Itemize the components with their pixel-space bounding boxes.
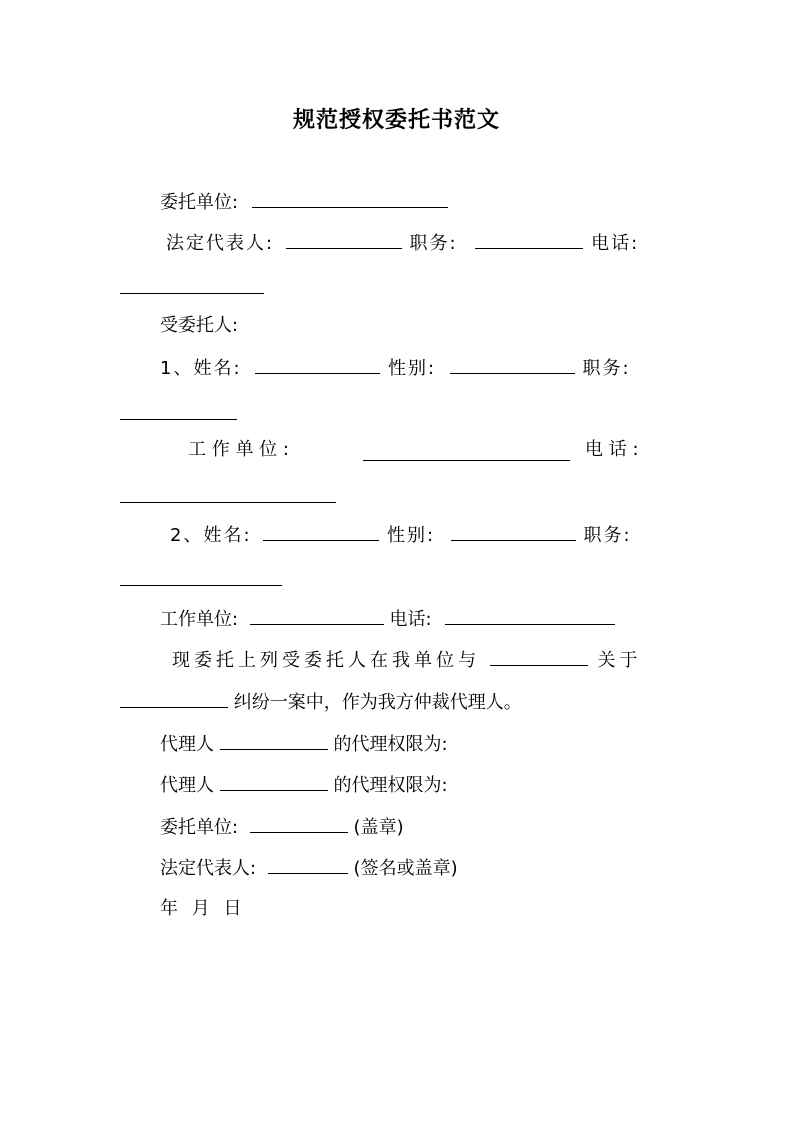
agent-authority-blank-1[interactable]: [220, 731, 328, 750]
dispute-line: [120, 689, 522, 713]
agent-2-gender-blank[interactable]: [451, 522, 576, 541]
agent-2-name-label: 2、姓名:: [170, 525, 252, 546]
agent-1-name-label: 1、姓名:: [160, 358, 242, 379]
delegation-about: 关于: [597, 650, 642, 671]
agent-2-line: [170, 522, 632, 546]
agent-1-name-blank[interactable]: [255, 355, 380, 374]
agent-authority-text-1: 的代理权限为:: [333, 734, 448, 755]
delegation-line: [172, 647, 641, 671]
seal-line: [160, 814, 404, 838]
agent-2-title-blank[interactable]: [120, 585, 282, 586]
seal-note: (盖章): [353, 817, 404, 838]
agent-1-gender-blank[interactable]: [450, 355, 575, 374]
agent-authority-text-2: 的代理权限为:: [333, 775, 448, 796]
delegating-unit-line: [160, 189, 448, 213]
agent-1-phone-blank[interactable]: [120, 502, 336, 503]
legal-rep-phone-label: 电话:: [591, 233, 640, 254]
legal-rep-line: [166, 230, 639, 254]
legal-rep-label: 法定代表人:: [166, 233, 275, 254]
opposing-party-blank[interactable]: [490, 647, 588, 666]
seal-unit-blank[interactable]: [250, 814, 348, 833]
delegation-text: 现委托上列受委托人在我单位与: [172, 650, 480, 671]
agent-1-gender-label: 性别:: [388, 358, 437, 379]
legal-rep-title-label: 职务:: [409, 233, 458, 254]
agent-authority-line-1: [160, 731, 448, 755]
signature-rep-blank[interactable]: [268, 855, 348, 874]
agent-2-work-unit-blank[interactable]: [250, 606, 384, 625]
agent-1-work-unit-label: 工 作 单 位 :: [188, 439, 289, 460]
dispute-text: 纠纷一案中，作为我方仲裁代理人。: [233, 692, 522, 713]
agent-1-work-unit-blank[interactable]: [363, 460, 570, 461]
agent-2-work-unit-label: 工作单位:: [160, 609, 239, 630]
agent-2-phone-label: 电话:: [389, 609, 432, 630]
agent-authority-label-1: 代理人: [160, 734, 214, 755]
document-title: 规范授权委托书范文: [292, 108, 500, 133]
agent-heading: 受委托人:: [160, 315, 239, 336]
agent-authority-line-2: [160, 772, 448, 796]
agent-1-phone-label: 电 话 :: [585, 439, 639, 460]
signature-line: [160, 855, 458, 879]
seal-unit-label: 委托单位:: [160, 817, 239, 838]
legal-rep-phone-blank[interactable]: [120, 293, 264, 294]
legal-rep-title-blank[interactable]: [475, 230, 583, 249]
agent-2-title-label: 职务:: [583, 525, 632, 546]
delegating-unit-blank[interactable]: [252, 189, 448, 208]
signature-rep-label: 法定代表人:: [160, 858, 257, 879]
date-line: 年 月 日: [160, 898, 246, 919]
legal-rep-blank[interactable]: [286, 230, 402, 249]
agent-2-work-line: [160, 606, 615, 630]
agent-1-title-label: 职务:: [582, 358, 631, 379]
agent-1-title-blank[interactable]: [120, 419, 237, 420]
agent-2-gender-label: 性别:: [387, 525, 436, 546]
agent-1-line: [160, 355, 631, 379]
agent-authority-label-2: 代理人: [160, 775, 214, 796]
signature-note: (签名或盖章): [353, 858, 458, 879]
dispute-subject-blank[interactable]: [120, 689, 228, 708]
delegating-unit-label: 委托单位:: [160, 192, 239, 213]
agent-2-phone-blank[interactable]: [445, 606, 615, 625]
agent-2-name-blank[interactable]: [263, 522, 379, 541]
agent-authority-blank-2[interactable]: [220, 772, 328, 791]
